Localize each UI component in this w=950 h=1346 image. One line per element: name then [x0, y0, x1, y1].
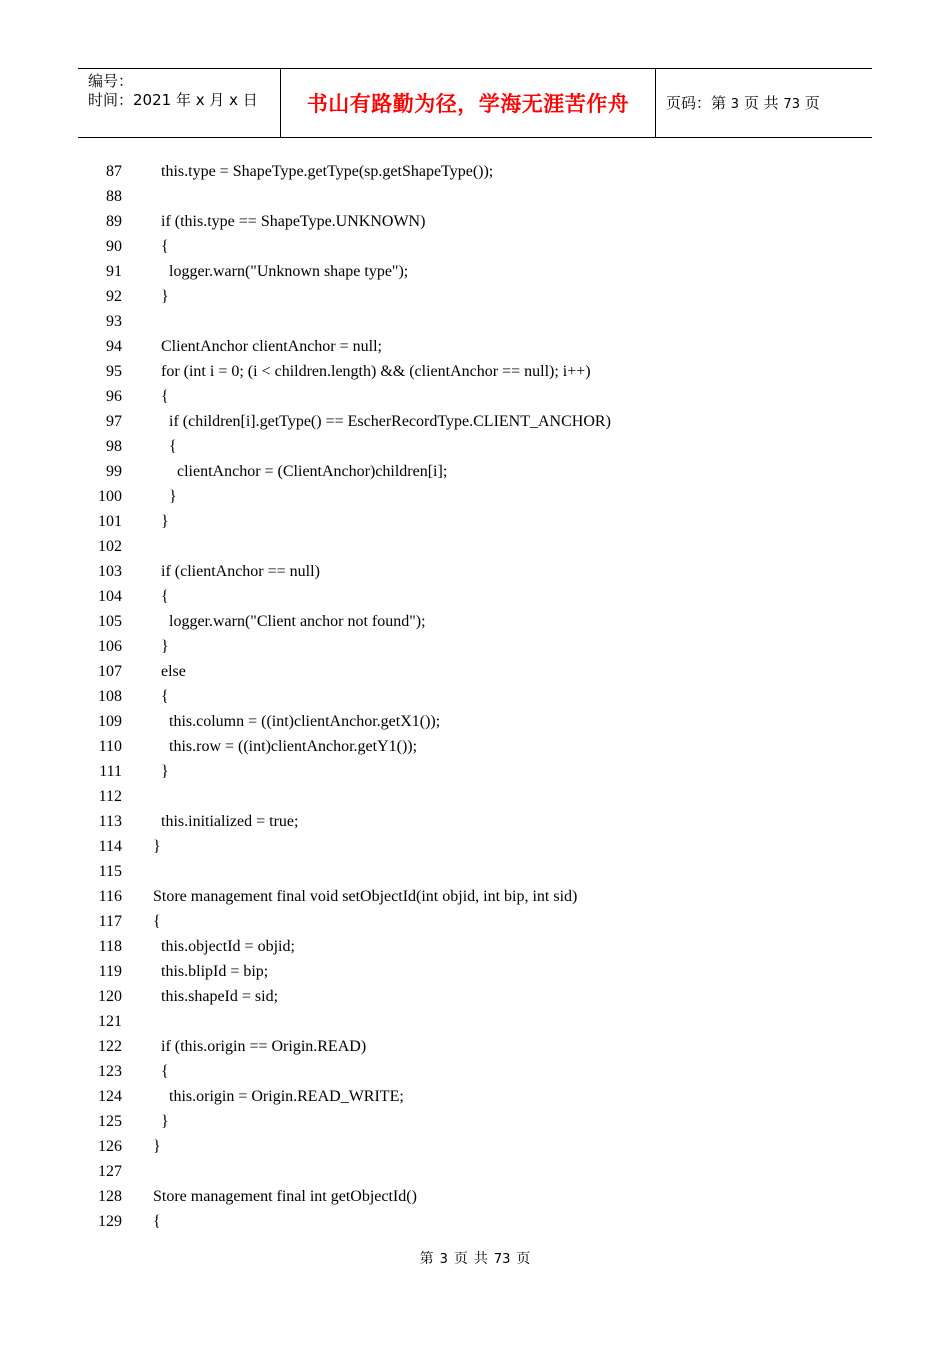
line-number: 119: [98, 963, 122, 980]
line-number: 117: [98, 913, 122, 930]
line-text: else: [153, 663, 186, 680]
line-text: }: [153, 1138, 161, 1155]
line-number: 127: [98, 1163, 122, 1180]
page-footer: [0, 1248, 950, 1268]
line-number: 111: [99, 763, 122, 780]
line-number: 89: [106, 213, 122, 230]
line-text: {: [153, 1213, 161, 1230]
header-motto-cell: [281, 69, 656, 137]
code-line: [78, 509, 872, 534]
page-end: 页: [804, 94, 820, 112]
line-text: {: [153, 238, 169, 255]
code-line: [78, 909, 872, 934]
code-line: [78, 409, 872, 434]
code-line: [78, 959, 872, 984]
code-line: [78, 1134, 872, 1159]
line-number: 126: [98, 1138, 122, 1155]
line-number: 108: [98, 688, 122, 705]
line-number: 113: [98, 813, 122, 830]
code-line: [78, 1209, 872, 1234]
line-text: {: [153, 1063, 169, 1080]
line-text: this.objectId = objid;: [153, 938, 295, 955]
line-text: this.blipId = bip;: [153, 963, 269, 980]
code-line: [78, 784, 872, 809]
line-number: 110: [98, 738, 122, 755]
code-line: [78, 734, 872, 759]
line-number: 112: [98, 788, 122, 805]
line-text: Store management final void setObjectId(int objid, int bip, int sid): [153, 888, 578, 905]
line-number: 109: [98, 713, 122, 730]
line-text: this.row = ((int)clientAnchor.getY1());: [153, 738, 418, 755]
line-text: if (children[i].getType() == EscherRecordType.CLIENT_ANCHOR): [153, 413, 611, 430]
code-line: [78, 1034, 872, 1059]
page-current: 3: [730, 97, 740, 112]
code-line: [78, 309, 872, 334]
code-line: [78, 884, 872, 909]
line-text: }: [153, 838, 161, 855]
line-text: if (this.origin == Origin.READ): [153, 1038, 367, 1055]
page-mid: 页 共: [743, 94, 779, 112]
code-line: [78, 1009, 872, 1034]
line-number: 125: [98, 1113, 122, 1130]
line-text: logger.warn("Unknown shape type");: [153, 263, 409, 280]
line-number: 95: [106, 363, 122, 380]
header-page-info: [666, 94, 820, 114]
line-number: 106: [98, 638, 122, 655]
line-number: 92: [106, 288, 122, 305]
line-text: }: [153, 638, 169, 655]
code-line: [78, 459, 872, 484]
line-number: 129: [98, 1213, 122, 1230]
code-line: [78, 759, 872, 784]
code-line: [78, 559, 872, 584]
line-text: }: [153, 513, 169, 530]
line-text: this.column = ((int)clientAnchor.getX1());: [153, 713, 441, 730]
line-number: 97: [106, 413, 122, 430]
code-line: [78, 584, 872, 609]
page-header: [78, 68, 872, 138]
code-line: [78, 984, 872, 1009]
code-line: [78, 184, 872, 209]
line-text: for (int i = 0; (i < children.length) && (clientAnchor == null); i++): [153, 363, 591, 380]
code-line: [78, 709, 872, 734]
line-number: 104: [98, 588, 122, 605]
code-line: [78, 809, 872, 834]
code-line: [78, 609, 872, 634]
code-listing: [78, 159, 872, 1234]
line-text: {: [153, 588, 169, 605]
footer-prefix: 第: [419, 1251, 434, 1267]
line-text: Store management final int getObjectId(): [153, 1188, 417, 1205]
code-line: [78, 484, 872, 509]
line-text: if (clientAnchor == null): [153, 563, 320, 580]
line-text: }: [153, 288, 169, 305]
line-number: 120: [98, 988, 122, 1005]
code-line: [78, 334, 872, 359]
line-number: 93: [106, 313, 122, 330]
line-number: 128: [98, 1188, 122, 1205]
line-text: this.initialized = true;: [153, 813, 299, 830]
line-text: if (this.type == ShapeType.UNKNOWN): [153, 213, 426, 230]
line-number: 100: [98, 488, 122, 505]
header-page-cell: [656, 69, 872, 137]
line-text: ClientAnchor clientAnchor = null;: [153, 338, 382, 355]
motto-text: 书山有路勤为径，学海无涯苦作舟: [306, 92, 630, 116]
line-number: 96: [106, 388, 122, 405]
code-line: [78, 159, 872, 184]
code-line: [78, 384, 872, 409]
line-number: 101: [98, 513, 122, 530]
code-line: [78, 934, 872, 959]
line-number: 87: [106, 163, 122, 180]
line-text: this.shapeId = sid;: [153, 988, 279, 1005]
line-number: 107: [98, 663, 122, 680]
code-line: [78, 359, 872, 384]
line-text: logger.warn("Client anchor not found");: [153, 613, 426, 630]
footer-current: 3: [439, 1252, 448, 1267]
footer-mid1: 页: [453, 1251, 468, 1267]
line-number: 122: [98, 1038, 122, 1055]
code-line: [78, 284, 872, 309]
line-number: 115: [98, 863, 122, 880]
footer-mid2: 共: [473, 1251, 488, 1267]
code-line: [78, 684, 872, 709]
line-number: 114: [98, 838, 122, 855]
line-text: {: [153, 388, 169, 405]
code-line: [78, 859, 872, 884]
line-number: 124: [98, 1088, 122, 1105]
line-number: 116: [98, 888, 122, 905]
code-line: [78, 834, 872, 859]
line-number: 91: [106, 263, 122, 280]
code-line: [78, 434, 872, 459]
line-text: {: [153, 438, 177, 455]
code-line: [78, 259, 872, 284]
line-number: 102: [98, 538, 122, 555]
code-line: [78, 634, 872, 659]
code-line: [78, 1084, 872, 1109]
line-number: 98: [106, 438, 122, 455]
code-line: [78, 659, 872, 684]
line-text: {: [153, 913, 161, 930]
time-label: 时间：2021 年 x 月 x 日: [88, 91, 258, 109]
line-text: this.origin = Origin.READ_WRITE;: [153, 1088, 404, 1105]
code-line: [78, 1109, 872, 1134]
line-text: }: [153, 1113, 169, 1130]
line-number: 123: [98, 1063, 122, 1080]
code-line: [78, 209, 872, 234]
header-info-cell: [78, 69, 281, 137]
line-text: }: [153, 488, 177, 505]
line-text: }: [153, 763, 169, 780]
line-number: 99: [106, 463, 122, 480]
code-line: [78, 1159, 872, 1184]
line-number: 88: [106, 188, 122, 205]
footer-suffix: 页: [516, 1251, 531, 1267]
code-line: [78, 1059, 872, 1084]
code-line: [78, 234, 872, 259]
line-number: 103: [98, 563, 122, 580]
line-number: 105: [98, 613, 122, 630]
code-line: [78, 534, 872, 559]
code-line: [78, 1184, 872, 1209]
line-text: {: [153, 688, 169, 705]
page-label: 页码：第: [666, 94, 727, 112]
line-number: 121: [98, 1013, 122, 1030]
line-number: 94: [106, 338, 122, 355]
number-label: 编号：: [88, 72, 134, 90]
line-number: 118: [98, 938, 122, 955]
footer-total: 73: [493, 1252, 511, 1267]
line-text: this.type = ShapeType.getType(sp.getShapeType());: [153, 163, 494, 180]
line-number: 90: [106, 238, 122, 255]
line-text: clientAnchor = (ClientAnchor)children[i];: [153, 463, 448, 480]
page-total: 73: [783, 97, 800, 112]
